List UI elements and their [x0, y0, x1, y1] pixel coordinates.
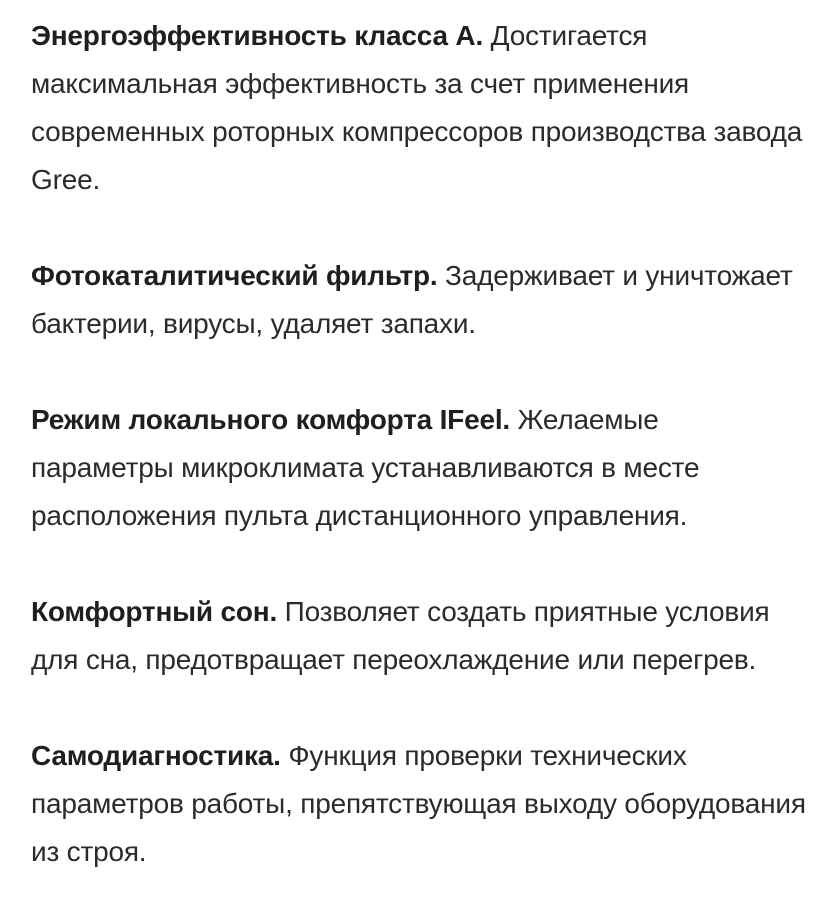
feature-title: Режим локального комфорта IFeel.: [31, 404, 510, 435]
feature-description: Задерживает и уничтожает бактерии, вирусы, удаляет запахи.: [31, 260, 793, 339]
feature-ifeel-mode: [31, 396, 808, 540]
feature-comfort-sleep: [31, 588, 808, 684]
feature-title: Комфортный сон.: [31, 596, 278, 627]
feature-description: Функция проверки технических параметров работы, препятствующая выходу оборудования из строя.: [31, 740, 806, 867]
feature-energy-efficiency: [31, 12, 808, 204]
feature-title: Фотокаталитический фильтр.: [31, 260, 438, 291]
feature-description: Достигается максимальная эффективность за счет применения современных роторных компрессоров производства завода Gree.: [31, 20, 803, 195]
feature-self-diagnostics: [31, 732, 808, 876]
feature-description: Желаемые параметры микроклимата устанавливаются в месте расположения пульта дистанционного управления.: [31, 404, 700, 531]
feature-title: Самодиагностика.: [31, 740, 281, 771]
feature-photocatalytic-filter: [31, 252, 808, 348]
feature-title: Энергоэффективность класса A.: [31, 20, 484, 51]
feature-description: Позволяет создать приятные условия для сна, предотвращает переохлаждение или перегрев.: [31, 596, 770, 675]
